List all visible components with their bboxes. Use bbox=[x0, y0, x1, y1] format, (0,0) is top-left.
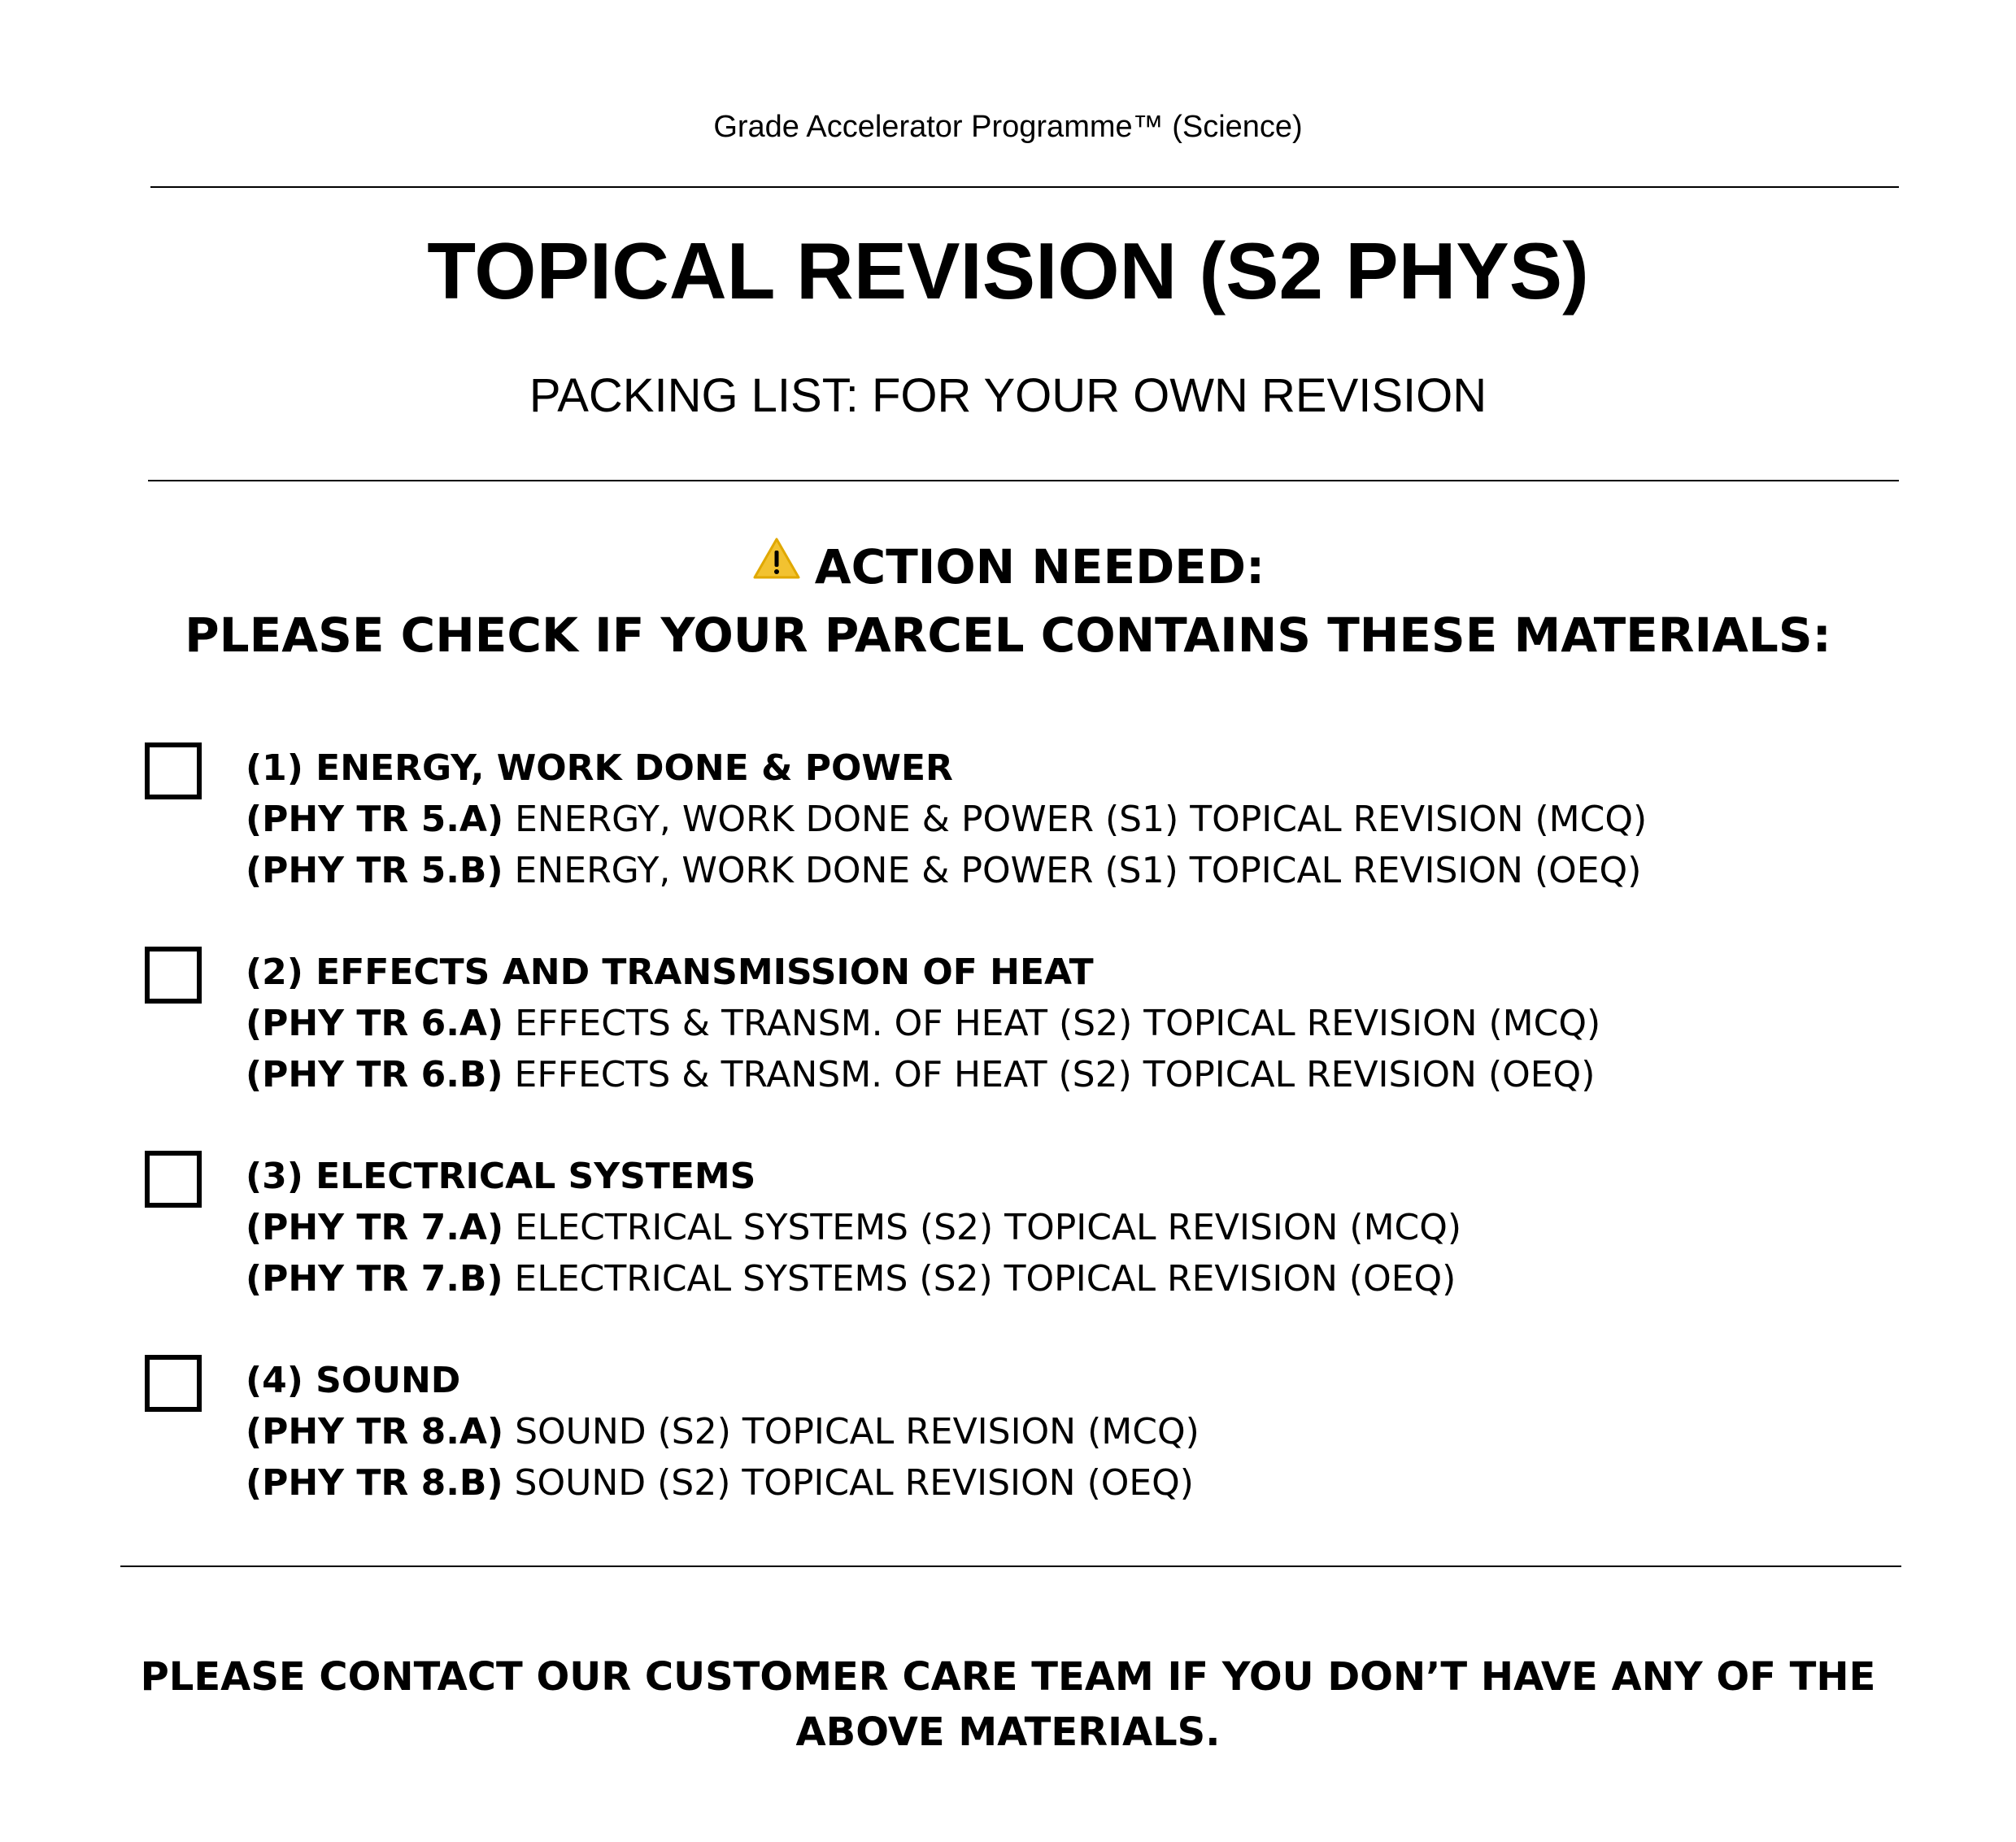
material-title: ENERGY, WORK DONE & POWER (S1) TOPICAL REVISION (OEQ) bbox=[503, 850, 1642, 891]
page-subtitle: PACKING LIST: FOR YOUR OWN REVISION bbox=[529, 369, 1487, 422]
material-title: EFFECTS & TRANSM. OF HEAT (S2) TOPICAL REVISION (MCQ) bbox=[503, 1003, 1601, 1044]
page-title: TOPICAL REVISION (S2 PHYS) bbox=[427, 226, 1589, 316]
group-heading: (4) SOUND bbox=[246, 1360, 461, 1401]
material-title: SOUND (S2) TOPICAL REVISION (MCQ) bbox=[503, 1411, 1200, 1452]
material-title: ELECTRICAL SYSTEMS (S2) TOPICAL REVISION (MCQ) bbox=[503, 1207, 1462, 1248]
checkbox[interactable] bbox=[145, 742, 202, 799]
group-heading: (2) EFFECTS AND TRANSMISSION OF HEAT bbox=[246, 951, 1094, 993]
material-code: (PHY TR 5.B) bbox=[246, 850, 503, 891]
material-item bbox=[246, 1406, 1937, 1457]
material-item bbox=[246, 1457, 1937, 1509]
action-title: ACTION NEEDED: bbox=[814, 539, 1265, 594]
material-code: (PHY TR 6.A) bbox=[246, 1003, 504, 1044]
material-code: (PHY TR 7.A) bbox=[246, 1207, 504, 1248]
material-item bbox=[246, 998, 1937, 1049]
top-divider bbox=[150, 186, 1899, 188]
material-code: (PHY TR 8.A) bbox=[246, 1411, 504, 1452]
material-title: ENERGY, WORK DONE & POWER (S1) TOPICAL REVISION (MCQ) bbox=[503, 799, 1648, 840]
group-lines bbox=[246, 1355, 1937, 1509]
material-title: EFFECTS & TRANSM. OF HEAT (S2) TOPICAL REVISION (OEQ) bbox=[503, 1054, 1596, 1095]
programme-header: Grade Accelerator Programme™ (Science) bbox=[713, 110, 1303, 144]
material-title: SOUND (S2) TOPICAL REVISION (OEQ) bbox=[503, 1462, 1194, 1504]
material-item bbox=[246, 1253, 1937, 1304]
group-lines bbox=[246, 742, 1937, 896]
checkbox[interactable] bbox=[145, 947, 202, 1004]
group-heading: (3) ELECTRICAL SYSTEMS bbox=[246, 1156, 756, 1197]
checkbox[interactable] bbox=[145, 1355, 202, 1412]
material-item bbox=[246, 1049, 1937, 1100]
contact-line-2: ABOVE MATERIALS. bbox=[795, 1709, 1221, 1755]
contact-notice bbox=[0, 1649, 2016, 1760]
group-lines bbox=[246, 1151, 1937, 1304]
action-line-2: PLEASE CHECK IF YOUR PARCEL CONTAINS THESE MATERIALS: bbox=[185, 607, 1831, 663]
material-code: (PHY TR 5.A) bbox=[246, 799, 504, 840]
material-item bbox=[246, 1202, 1937, 1253]
material-code: (PHY TR 7.B) bbox=[246, 1258, 503, 1300]
material-code: (PHY TR 8.B) bbox=[246, 1462, 503, 1504]
action-notice bbox=[0, 533, 2016, 669]
middle-divider bbox=[148, 480, 1899, 481]
checkbox[interactable] bbox=[145, 1151, 202, 1208]
group-heading: (1) ENERGY, WORK DONE & POWER bbox=[246, 747, 953, 789]
bottom-divider bbox=[120, 1565, 1901, 1567]
material-item bbox=[246, 845, 1937, 896]
contact-line-1: PLEASE CONTACT OUR CUSTOMER CARE TEAM IF YOU DON’T HAVE ANY OF THE bbox=[140, 1654, 1876, 1700]
warning-icon bbox=[751, 536, 802, 581]
material-item bbox=[246, 794, 1937, 845]
action-line-1 bbox=[0, 533, 2016, 601]
group-lines bbox=[246, 947, 1937, 1100]
material-code: (PHY TR 6.B) bbox=[246, 1054, 503, 1095]
material-title: ELECTRICAL SYSTEMS (S2) TOPICAL REVISION (OEQ) bbox=[503, 1258, 1456, 1300]
